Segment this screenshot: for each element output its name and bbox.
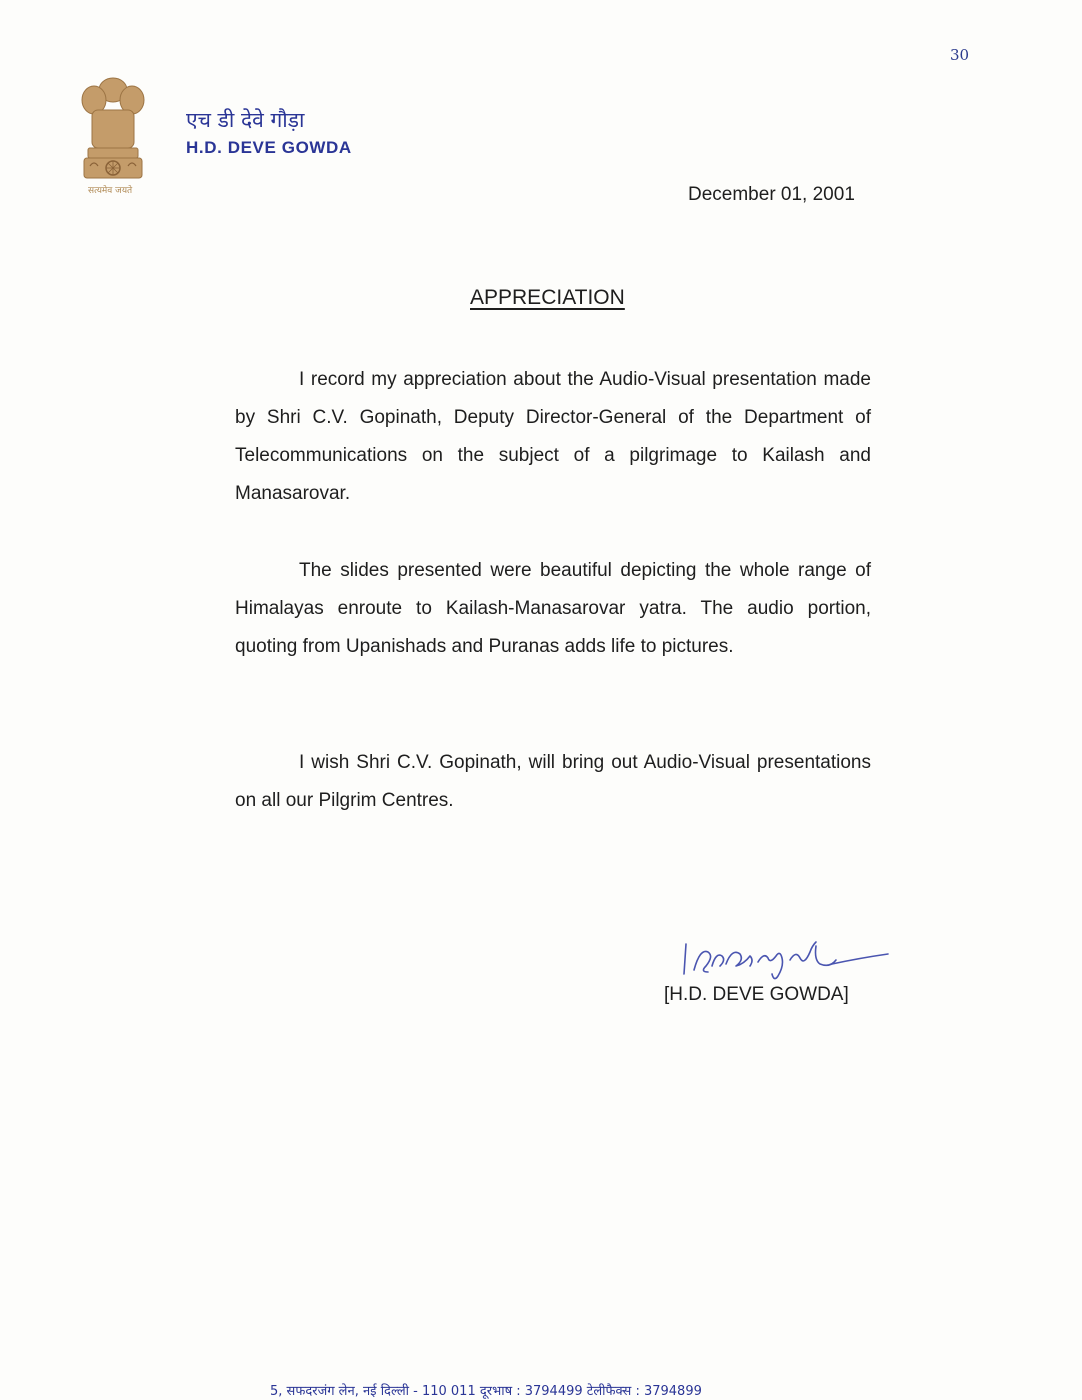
letterhead-name-hindi: एच डी देवे गौड़ा	[186, 108, 305, 132]
signatory-name: [H.D. DEVE GOWDA]	[664, 984, 849, 1005]
letterhead-name-english: H.D. DEVE GOWDA	[186, 138, 352, 157]
handwritten-signature	[676, 930, 892, 984]
letter-paragraph: I wish Shri C.V. Gopinath, will bring out Audio-Visual presentations on all our Pilgrim Centres.	[235, 752, 871, 811]
page-number-mark: 30	[950, 46, 970, 64]
letter-paragraph: The slides presented were beautiful depicting the whole range of Himalayas enroute to Kailash-Manasarovar yatra. The audio portion, quoting from Upanishads and Puranas adds life to pictures.	[235, 560, 871, 657]
footer-address: 5, सफदरजंग लेन, नई दिल्ली - 110 011 दूरभाष : 3794499 टेलीफैक्स : 3794899	[270, 1384, 702, 1399]
letter-title: APPRECIATION	[470, 286, 625, 309]
emblem-motto: सत्यमेव जयते	[88, 186, 133, 196]
letter-paragraph: I record my appreciation about the Audio-Visual presentation made by Shri C.V. Gopinath, Deputy Director-General of the Department of Telecommunications on the subject of a pilgrimage to Kailash and Manasarovar.	[235, 369, 871, 504]
letter-date: December 01, 2001	[688, 184, 855, 205]
state-emblem-icon	[74, 70, 152, 200]
